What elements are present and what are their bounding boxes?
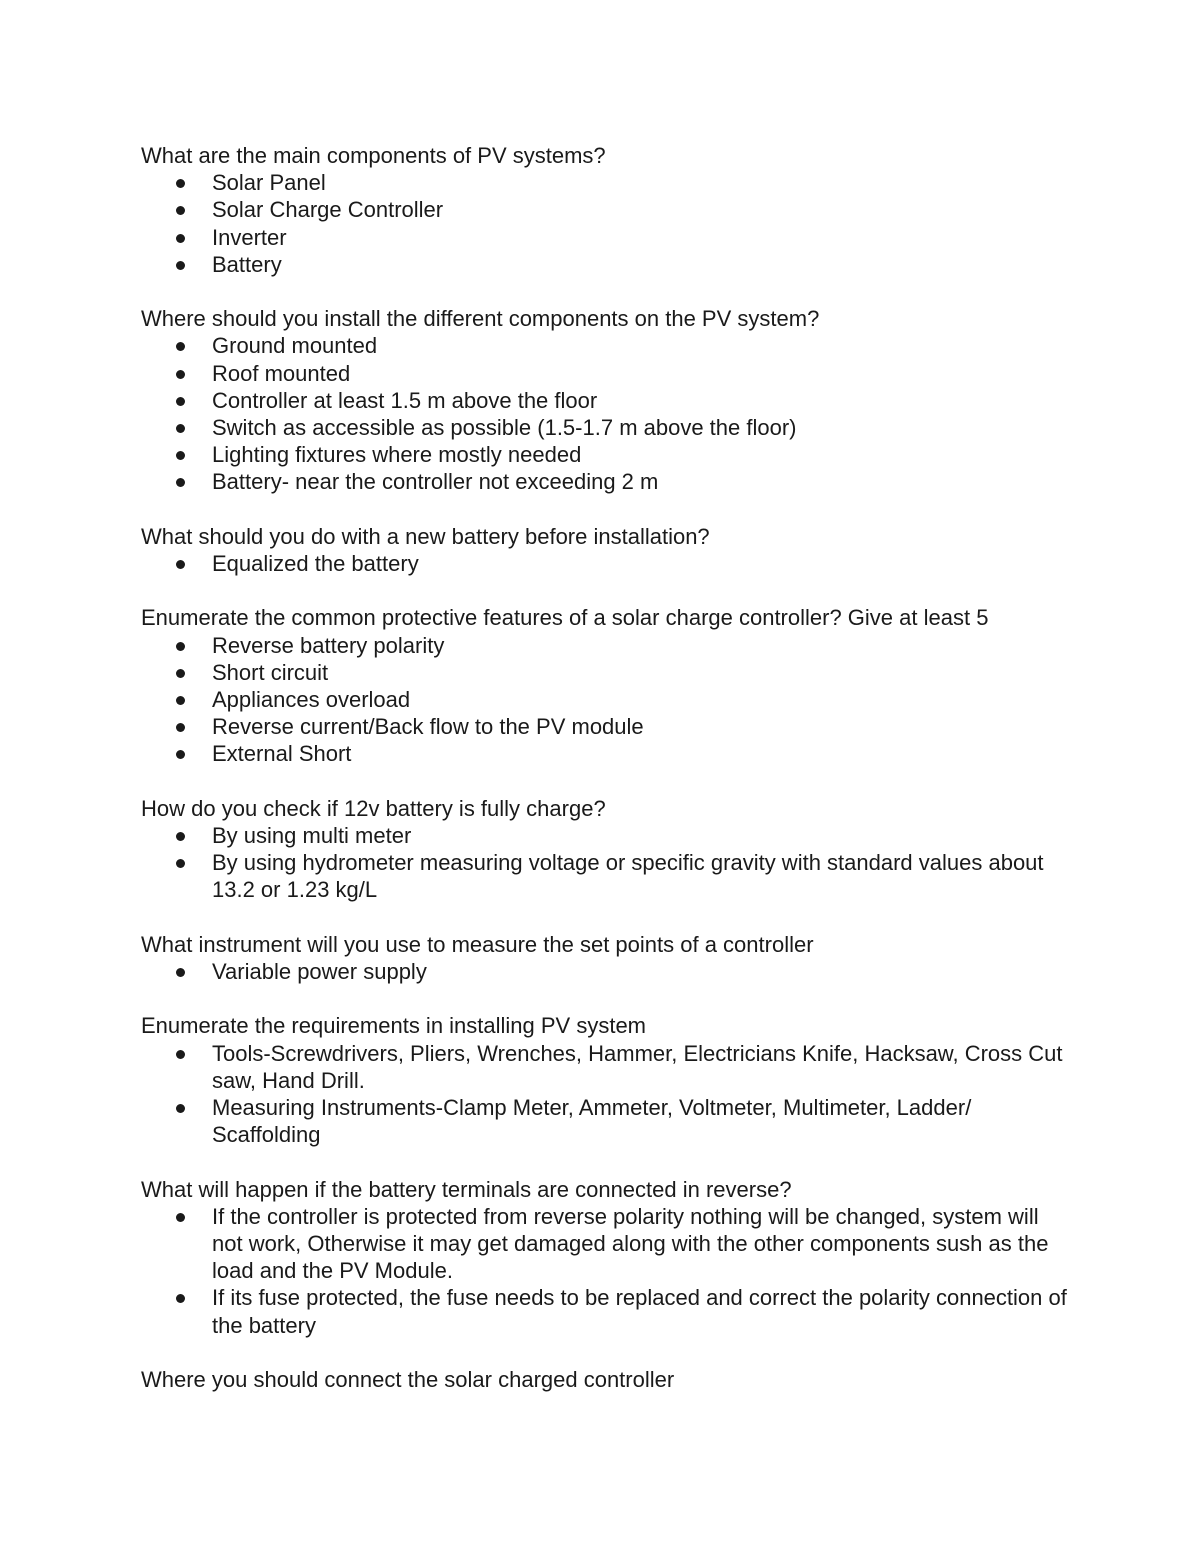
answer-list (141, 169, 1071, 278)
qa-section (141, 1012, 1071, 1148)
answer-item: Switch as accessible as possible (1.5-1.7 m above the floor) (141, 414, 1071, 441)
answer-list (141, 1040, 1071, 1149)
answer-item: External Short (141, 740, 1071, 767)
question-text: What are the main components of PV systems? (141, 143, 606, 168)
answer-list (141, 332, 1071, 495)
answer-item: If the controller is protected from reverse polarity nothing will be changed, system will not work, Otherwise it may get damaged along with the other components sush as the load and the PV Module. (141, 1203, 1071, 1285)
answer-item: Solar Panel (141, 169, 1071, 196)
answer-item: Ground mounted (141, 332, 1071, 359)
answer-item: Inverter (141, 224, 1071, 251)
answer-item: Measuring Instruments-Clamp Meter, Ammeter, Voltmeter, Multimeter, Ladder/ Scaffolding (141, 1094, 1071, 1148)
answer-list (141, 1203, 1071, 1339)
answer-list (141, 958, 1071, 985)
question-text: Where should you install the different components on the PV system? (141, 306, 820, 332)
answer-item: Solar Charge Controller (141, 196, 1071, 223)
question-text: Where you should connect the solar charged controller (141, 1367, 675, 1393)
answer-item: Reverse battery polarity (141, 632, 1071, 659)
answer-item: Appliances overload (141, 686, 1071, 713)
answer-list (141, 550, 1071, 577)
answer-item: Short circuit (141, 659, 1071, 686)
answer-item: Roof mounted (141, 360, 1071, 387)
answer-item: Tools-Screwdrivers, Pliers, Wrenches, Hammer, Electricians Knife, Hacksaw, Cross Cut saw, Hand Drill. (141, 1040, 1071, 1094)
answer-item: Controller at least 1.5 m above the floor (141, 387, 1071, 414)
answer-item: Lighting fixtures where mostly needed (141, 441, 1071, 468)
answer-item: Battery (141, 251, 1071, 278)
qa-section (141, 305, 1071, 495)
answer-list (141, 632, 1071, 768)
qa-section (141, 604, 1071, 767)
answer-item: If its fuse protected, the fuse needs to be replaced and correct the polarity connection of the battery (141, 1284, 1071, 1338)
question-text: How do you check if 12v battery is fully charge? (141, 795, 606, 821)
answer-item: By using hydrometer measuring voltage or specific gravity with standard values about 13.2 or 1.23 kg/L (141, 849, 1071, 903)
answer-item: Variable power supply (141, 958, 1071, 985)
question-text: What instrument will you use to measure the set points of a controller (141, 931, 814, 957)
question-text: Enumerate the common protective features of a solar charge controller? Give at least 5 (141, 605, 989, 631)
question-text: Enumerate the requirements in installing PV system (141, 1013, 647, 1039)
answer-list (141, 822, 1071, 904)
qa-section (141, 1366, 1071, 1393)
qa-section (141, 1176, 1071, 1339)
answer-item: By using multi meter (141, 822, 1071, 849)
answer-item: Reverse current/Back flow to the PV module (141, 713, 1071, 740)
answer-item: Equalized the battery (141, 550, 1071, 577)
qa-section (141, 142, 1071, 278)
qa-section (141, 523, 1071, 577)
qa-section (141, 795, 1071, 904)
document-body (141, 142, 1071, 1420)
qa-section (141, 931, 1071, 985)
question-text: What will happen if the battery terminals are connected in reverse? (141, 1176, 792, 1202)
question-text: What should you do with a new battery before installation? (141, 523, 710, 549)
answer-item: Battery- near the controller not exceeding 2 m (141, 468, 1071, 495)
